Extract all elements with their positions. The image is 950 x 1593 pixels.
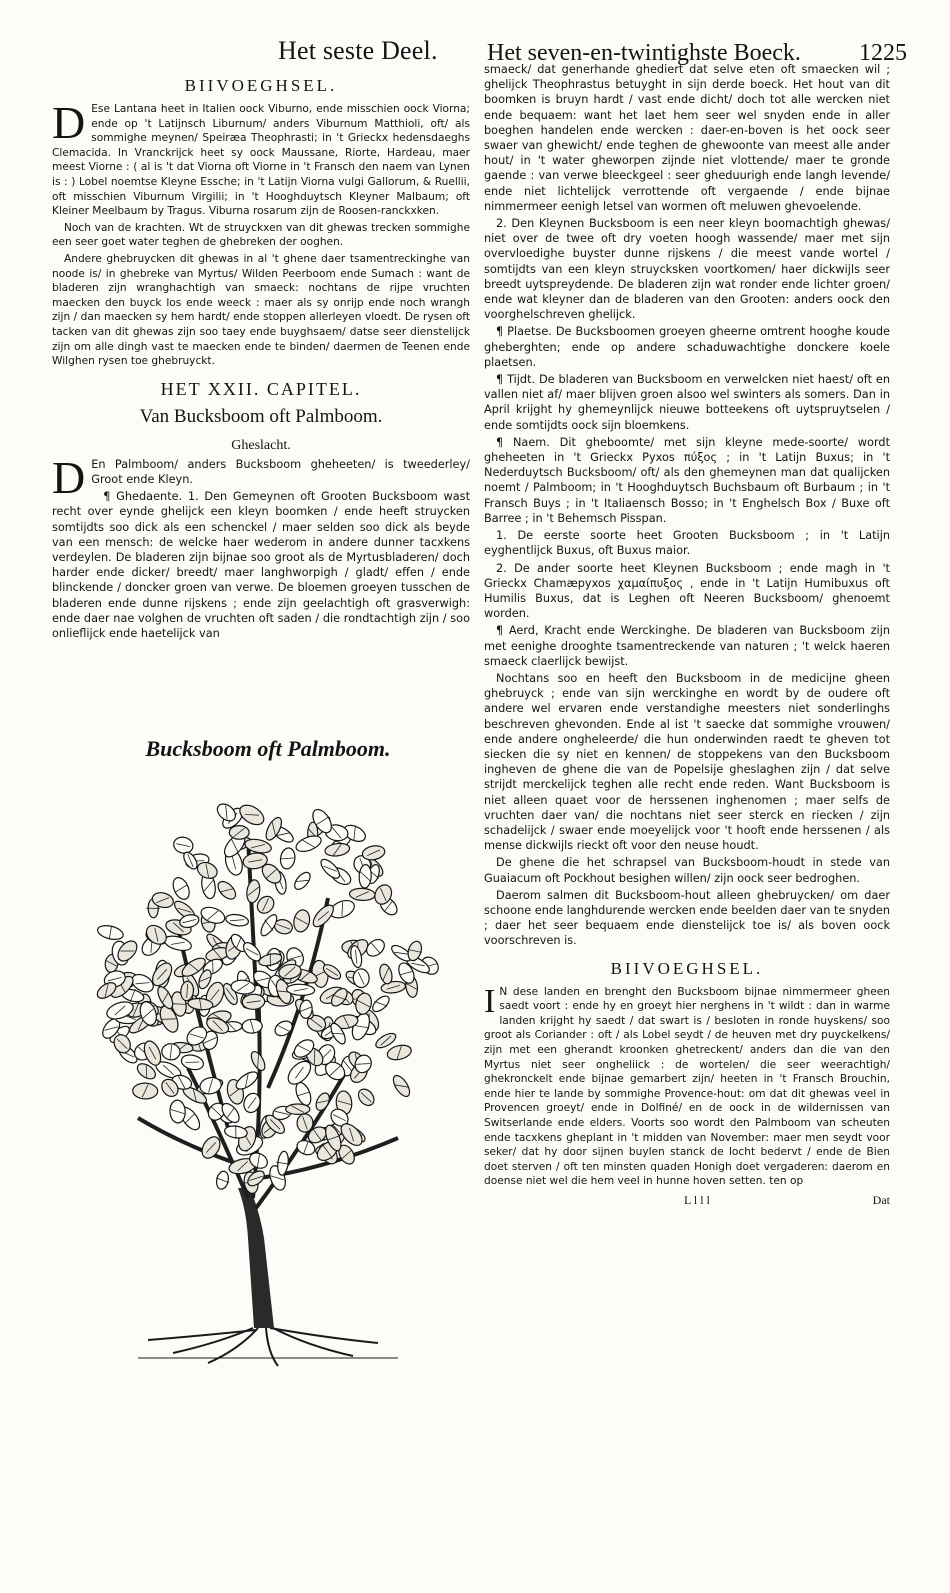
naem-second-kind: 2. De ander soorte heet Kleynen Bucksboom ; ende magh in 't Grieckx Chamæpyxos χαμαίπυξος , ende in 't Latijn Humibuxus oft Humilis Buxus, dat is Leghen oft Neeren Bucksboom/ ghenoemt worden. (484, 561, 890, 621)
chapter-heading: HET XXII. CAPITEL. (160, 378, 362, 399)
naem-first-kind: 1. De eerste soorte heet Grooten Bucksboom ; in 't Latijn eyghentlijck Buxus, oft Buxus maior. (484, 529, 890, 558)
geslacht-text: En Palmboom/ anders Bucksboom gheheeten/ is tweederley/ Groot ende Kleyn. (91, 457, 470, 486)
leaf-vein (146, 1064, 147, 1078)
tree-foliage (95, 801, 442, 1195)
kleyne-paragraph: 2. Den Kleynen Bucksboom is een neer kleyn boomachtigh ghewas/ niet over de twee oft dry voeten hoogh wassende/ maer met sijn overvloedighe buyster dunne rijskens / die meest vande wortel / somtijdts van een kleyn struycksken voortkomen/ haer dickwijls seer breedt uytspreydende. De bladeren zijn wat ronder ende lichter groen/ ende wat kleyner dan de bladeren van den Grooten: anders oock den voorghelschreven ghelijck. (484, 217, 890, 322)
signature-mark: L l l l (684, 1192, 710, 1207)
addendum-paragraph-3: Andere ghebruycken dit ghewas in al 't ghene daer tsamentreckinghe van noode is/ in ghebreke van Myrtus/ Wilden Peerboom ende Sumach : want de bladeren zijn wranghachtigh van smaeck: nochtans de rijpe vruchten maecken den buyck los ende weeck : maer als sy onrijp ende noch wrangh zijn / dan maecken sy hem hardt/ ende stoppen allerleyen vloedt. De rysen oft tacken van dit ghewas zijn soo taey ende buyghsaem/ datse seer dienstelijck zijn om alle dingh vast te maecken ende te binden/ daermen de Teenen ende Wilghen rysen toe ghebruyckt. (52, 252, 470, 368)
chapter-title: Van Bucksboom oft Palmboom. (139, 405, 383, 427)
continuation-paragraph: smaeck/ dat generhande ghediert dat selve eten oft smaecken wil ; ghelijck Theophrastus betuyght in sijn derde boeck. Het hout van dit boomken is bruyn hardt / vast ende dicht/ doch tot alle wercken niet ende bequaem: want het laet hem seer wel snyden ende in aller boeghen handelen ende wercken : daer-en-boven is het oock seer swaer van ghewicht/ ende teghen de ghewoonte van meest alle ander hout/ in 't water gheworpen zijnde niet vlottende/ maer te gronde gaende : van verwe bleeckgeel : seer gheduurigh ende langh levende/ ende niet lichtelijck verrottende oft vergaende / ende bijnae nimmermeer eenigh letsel van wormen oft meluwen ghevoelende. (484, 63, 890, 213)
drop-cap: D (52, 97, 86, 148)
leaf-vein (213, 960, 214, 974)
tree-roots (138, 1328, 398, 1366)
drop-cap: I (484, 982, 496, 1020)
page-number: 1225 (859, 40, 907, 66)
addendum-paragraph-1 (52, 97, 470, 219)
figure-caption: Bucksboom oft Palmboom. (145, 736, 391, 761)
boxwood-tree-illustration (78, 768, 458, 1368)
left-column (52, 76, 470, 643)
tree-trunk (238, 1188, 274, 1328)
addendum-text-1: Ese Lantana heet in Italien oock Viburno, ende misschien oock Viorna; ende op 't Latijnsch Liburnum/ anders Viburnum Matthioli, oft/ als sommighe meynen/ Speiræa Theophrasti; in 't Grieckx hedensdaeghs Clemacida. In Vranckrijck heet sy oock Maussane, Riorte, Hardeau, maer meest Viorne : ( al is 't dat Viorna oft Viorne in 't Fransch den naem van Lynen is : ) Lobel noemtse Kleyne Essche; in 't Latijn Viorna vulgi Gallorum, & Ruellii, oft misschien Viburnum Virgilii; in 't Hooghduytsch Kleyner Malbaum; oft Kleiner Meelbaum by Tragus. Viburna rosarum zijn de Roosen-ranckxken. (52, 103, 470, 218)
geslacht-label: Gheslacht. (231, 437, 291, 453)
geslacht-paragraph (52, 451, 470, 503)
addendum-paragraph-2: Noch van de krachten. Wt de struyckxen van dit ghewas trecken sommighe een seer goet water teghen de ghebreken der ooghen. (52, 221, 470, 249)
addendum2-heading: BIIVOEGHSEL. (610, 958, 764, 978)
page-footer (484, 1193, 890, 1208)
aerd-paragraph: ¶ Aerd, Kracht ende Werckinghe. De bladeren van Bucksboom zijn met eenighe drooghte tsamentreckende van naturen ; 't welck haeren smaeck claerlijck bewijst. (484, 624, 890, 668)
woodcut-figure (78, 736, 458, 1376)
addendum2-paragraph (484, 982, 890, 1189)
addendum-heading: BIIVOEGHSEL. (184, 76, 338, 95)
right-column (484, 62, 890, 1208)
leaf-vein (162, 1019, 176, 1020)
drop-cap: D (52, 451, 86, 503)
gedaente-paragraph: ¶ Ghedaente. 1. Den Gemeynen oft Grooten Bucksboom wast recht over eynde ghelijck een kleyn boomken / ende heeft struycken somtijdts soo dick als een schenckel / maer selden soo dick als beyde van een mensch: de welcke haer wederom in andere dunner tacxkens verdeylen. De bladeren zijn bijnae soo groot als de Myrtusbladeren/ doch harder ende dicker/ breedt/ maer langhworpigh / gladt/ effen / ende blinckende / doncker groen van verwe. De bloemen groeyen tusschen de bladeren ende dunne rijskens ; ende zijn geelachtigh oft grasverwigh: ende daer nae volghen de vruchten oft saden / die rondtachtigh zijn / soo onlieflijck ende haetelijck van (52, 490, 470, 640)
catchword: Dat (872, 1192, 890, 1207)
plaetse-paragraph: ¶ Plaetse. De Bucksboomen groeyen gheerne omtrent hooghe koude gheberghten; ende op andere schaduwachtighe donckere koele plaetsen. (484, 325, 890, 369)
nochtans-paragraph: Nochtans soo en heeft den Bucksboom in de medicijne gheen ghebruyck ; ende van sijn werckinghe en wordt by de oudere oft andere wel ervaren ende verstandighe meesters niet sonderlinghs beschreven ghevonden. Ende al ist 't saecke dat sommighe vrouwen/ ende andere ongheleerde/ die hun onderwinden raedt te gheven tot siecken die sy niet en kennen/ de stoppekens van den Bucksboom ingheven de ghene die van de Popelsije gheslaghen zijn / dat selve strijdt merckelijck teghen alle recht ende reden. Want Bucksboom is niet alleen quaet voor de herssenen inghenomen ; maer selfs de vruchten daer van/ die nochtans niet seer sterck en riecken / zijn schadelijck / swaer ende moeyelijck voor 't hooft ende herssenen / als mense dickwijls rieckt oft voor den neuse houdt. (484, 671, 890, 853)
right-running-title: Het seven-en-twintighste Boeck. (487, 40, 801, 66)
deghene-paragraph: De ghene die het schrapsel van Bucksboom-houdt in stede van Guaiacum oft Pockhout besighen willen/ zijn oock seer bedroghen. (484, 856, 890, 885)
leaf-vein (185, 1062, 199, 1063)
naem-paragraph: ¶ Naem. Dit gheboomte/ met sijn kleyne mede-soorte/ wordt gheheeten in 't Grieckx Pyxos πύξος ; in 't Latijn Buxus; in 't Nederduytsch Bucksboom/ oft/ als den ghemeynen man dat qualijcken noemt / Palmboom; in 't Hooghduytsch Buchsbaum oft Burbaum ; in 't Fransch Buys ; in 't Italiaensch Bosso; in 't Enghelsch Box / Buxe oft Barree ; in 't Behemsch Pisspan. (484, 435, 890, 525)
left-running-head: Het seste Deel. (278, 36, 438, 65)
addendum2-text: N dese landen en brenght den Bucksboom bijnae nimmermeer gheen saedt voort : ende hy en groeyt hier nerghens in 't wildt : dan in warme landen krijght hy saedt / dat swart is / besloten in ronde huyskens/ soo groot als Coriander : oft / als Lobel seydt / de heuven met dry puyckelkens/ zijn met een gherandt kroonken ghetreckent/ anders dan die van den Myrtus niet seer ongheliick : de wortelen/ die seer weerachtigh/ ghekronckelt ende bijnae gemarbert zijn/ heeten in 't Fransch Brouchin, ende hier te lande by sommighe Provence-hout: om dat dit ghewas veel in Provencen groeyt/ ende in Dolfiné/ en de oock in de wildernissen van Switserlande ende elders. Voorts soo wordt den Palmboom van scheuten ende tacxkens gheplant in 't midden van November: maer men seydt voor seker/ dat hy door sijnen buylen stanck de locht bedervt / ende de Bien doet sterven / oft ten minsten quaden Honigh doet vergaderen: daerom en doense niet wel die hem veel in hunne hoven setten. ten op (484, 985, 890, 1188)
daerom-paragraph: Daerom salmen dit Bucksboom-hout alleen ghebruycken/ om daer schoone ende langhdurende wercken ende beelden daer van te snyden ; daer het seer bequaem ende dienstelijck toe is/ als boven oock voorschreven is. (484, 888, 890, 948)
tijdt-paragraph: ¶ Tijdt. De bladeren van Bucksboom en verwelcken niet haest/ oft en vallen niet af/ maer blijven groen alsoo wel swinters als somers. Dan in April krijght hy ghemeynlijck nieuwe botteekens oft uytspruytselen / ende somtijdts oock sijn bloemkens. (484, 373, 890, 432)
